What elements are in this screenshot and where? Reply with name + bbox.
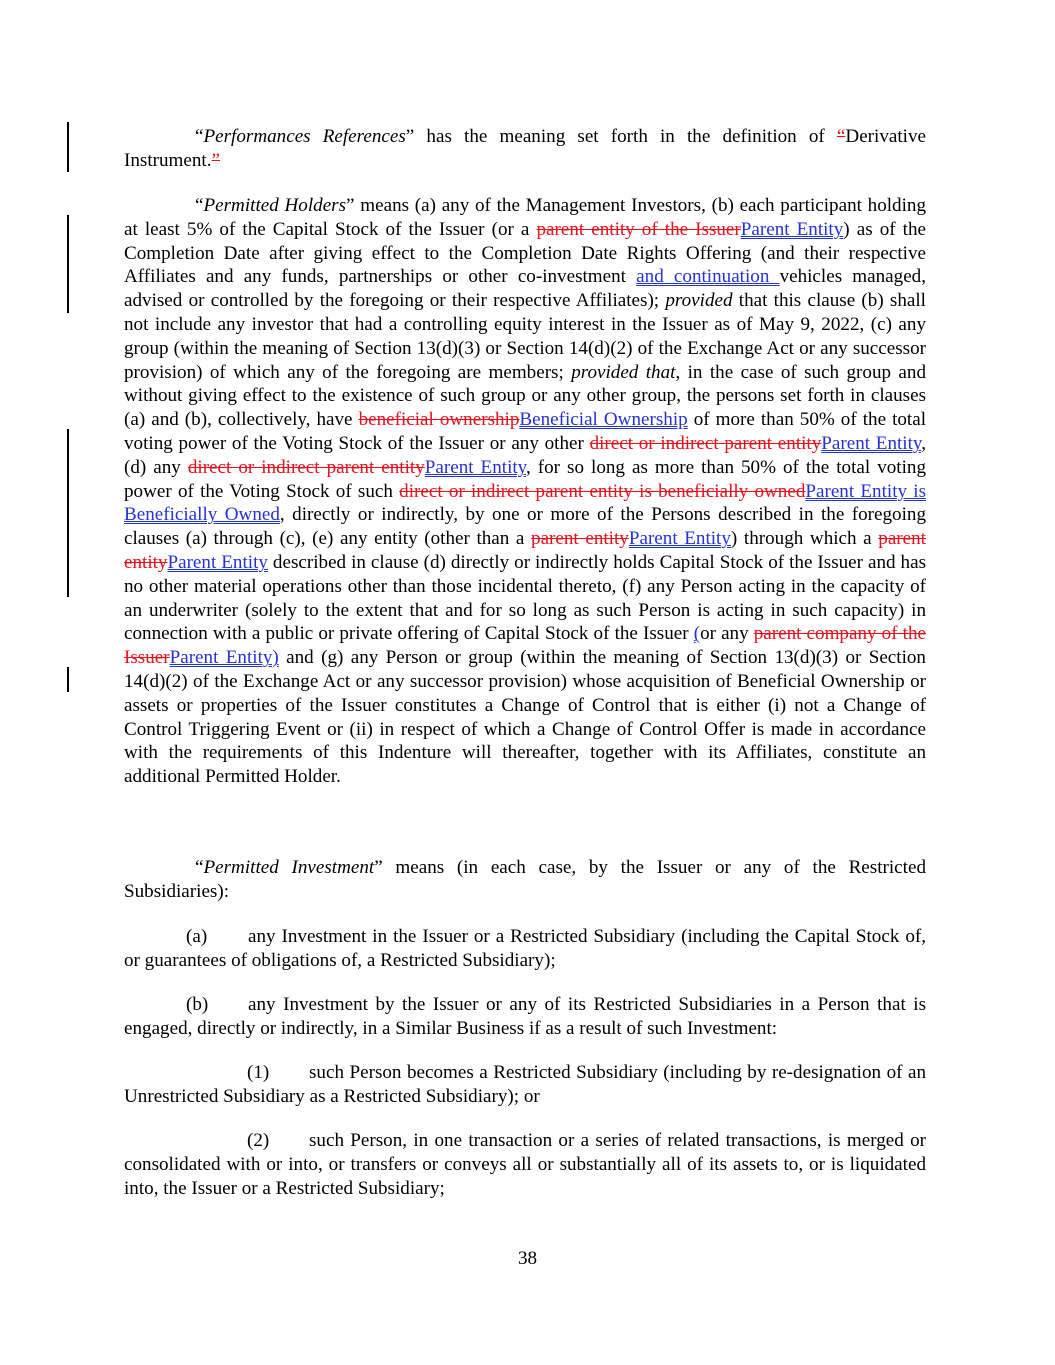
quote: ”	[346, 195, 355, 216]
quote: ”	[405, 126, 415, 147]
defined-term: Permitted Holders	[203, 195, 347, 216]
definition-permitted-holders	[124, 194, 926, 789]
inserted-text: (	[693, 623, 701, 645]
definition-text: ) as of the Completion Date after giving effect to the Completion Date Rights Offering (and their respective Affiliates and any funds, partnerships or other co-investment	[124, 218, 926, 288]
inserted-text: Parent Entity	[821, 432, 922, 454]
quote: “	[195, 195, 204, 216]
inserted-text: Parent Entity)	[169, 647, 279, 669]
definition-text: , (d) any	[124, 432, 926, 478]
deleted-text: parent entity of the Issuer	[536, 218, 741, 240]
change-bar	[67, 667, 69, 692]
inserted-text: Parent Entity	[424, 456, 526, 478]
quote: “	[195, 857, 204, 878]
clause-label: (2)	[247, 1130, 270, 1151]
inserted-text: and continuation	[636, 266, 780, 288]
clause-label: (b)	[186, 994, 209, 1015]
page-number: 38	[517, 1248, 538, 1269]
deleted-text: beneficial ownership	[358, 409, 520, 431]
clause-text: such Person, in one transaction or a series of related transactions, is merged or consolidated with or into, or transfers or conveys all or substantially all of its assets to, or is liquidated into, the Issuer or a Restricted Subsidiary;	[124, 1130, 926, 1199]
subclause-2	[124, 1129, 926, 1200]
emphasis-text: provided that	[571, 361, 676, 383]
defined-term: Performances References	[203, 126, 406, 147]
clause-label: (1)	[247, 1062, 270, 1083]
definition-text: ) through which a	[730, 528, 879, 550]
change-bar	[67, 215, 69, 313]
definition-text: , in the case of such group and without giving effect to the existence of such group or any other group, the persons set forth in clauses (a) and (b), collectively, have	[124, 361, 926, 431]
change-bar	[67, 122, 69, 172]
inserted-text: Parent Entity	[740, 218, 844, 240]
clause-b	[124, 993, 926, 1041]
inserted-text: Beneficial Ownership	[519, 409, 688, 431]
inserted-text: Parent Entity is Beneficially Owned	[124, 480, 927, 526]
deleted-text: parent entity	[531, 528, 629, 550]
definition-text: Derivative Instrument.	[124, 126, 926, 171]
definition-text: and (g) any Person or group (within the meaning of Section 13(d)(3) or Section 14(d)(2) of the Exchange Act or any successor provision) whose acquisition of Beneficial Ownership or assets or properties of the Issuer constitutes a Change of Control that is either (i) not a Change of Control Triggering Event or (ii) in respect of which a Change of Control Offer is made in accordance with the requirements of this Indenture will thereafter, together with its Affiliates, constitute an additional Permitted Holder.	[124, 647, 926, 788]
definition-performances-references	[124, 125, 926, 173]
definition-text: or any	[700, 623, 754, 645]
inserted-text: Parent Entity	[167, 551, 268, 573]
definition-text: , for so long as more than 50% of the total voting power of the Voting Stock of such	[124, 456, 926, 502]
definition-text: means (in each case, by the Issuer or any of the Restricted Subsidiaries):	[124, 857, 926, 902]
definition-text: of more than 50% of the total voting power of the Voting Stock of the Issuer or any other	[124, 409, 927, 454]
deleted-text: direct or indirect parent entity	[589, 432, 822, 454]
definition-text: has the meaning set forth in the definition of	[414, 126, 837, 147]
quote: “	[195, 126, 204, 147]
definition-text: means (a) any of the Management Investors, (b) each participant holding at least 5% of the Capital Stock of the Issuer (or a	[124, 195, 927, 240]
subclause-1	[124, 1061, 926, 1109]
clause-a	[124, 925, 926, 973]
deleted-text: parent entity	[124, 528, 926, 573]
clause-text: such Person becomes a Restricted Subsidiary (including by re-designation of an Unrestricted Subsidiary as a Restricted Subsidiary); or	[124, 1062, 926, 1107]
definition-text: that this clause (b) shall not include any investor that had a controlling equity interest in the Issuer as of May 9, 2022, (c) any group (within the meaning of Section 13(d)(3) or Section 14(d)(2) of the Exchange Act or any successor provision) of which any of the foregoing are members;	[124, 290, 926, 383]
deleted-text: “	[836, 126, 846, 147]
definition-permitted-investment	[124, 856, 926, 904]
definition-text: described in clause (d) directly or indirectly holds Capital Stock of the Issuer and has no other material operations other than those incidental thereto, (f) any Person acting in the capacity of an underwriter (solely to the extent that and for so long as such Person is acting in such capacity) in connection with a public or private offering of Capital Stock of the Issuer	[124, 551, 926, 645]
inserted-text: Parent Entity	[628, 528, 731, 550]
deleted-text: ”	[211, 149, 220, 171]
quote: ”	[374, 857, 383, 878]
clause-label: (a)	[186, 926, 208, 947]
clause-text: any Investment in the Issuer or a Restricted Subsidiary (including the Capital Stock of, or guarantees of obligations of, a Restricted Subsidiary);	[124, 926, 926, 971]
deleted-text: parent company of the Issuer	[124, 623, 926, 669]
definition-text: vehicles managed, advised or controlled by the foregoing or their respective Affiliates);	[124, 266, 926, 312]
clause-text: any Investment by the Issuer or any of its Restricted Subsidiaries in a Person that is engaged, directly or indirectly, in a Similar Business if as a result of such Investment:	[124, 994, 926, 1039]
defined-term: Permitted Investment	[203, 857, 375, 878]
deleted-text: direct or indirect parent entity is beneficially owned	[399, 480, 806, 502]
deleted-text: direct or indirect parent entity	[187, 456, 425, 478]
definition-text: , directly or indirectly, by one or more of the Persons described in the foregoing clauses (a) through (c), (e) any entity (other than a	[124, 504, 927, 550]
emphasis-text: provided	[665, 290, 733, 312]
change-bar	[67, 429, 69, 597]
